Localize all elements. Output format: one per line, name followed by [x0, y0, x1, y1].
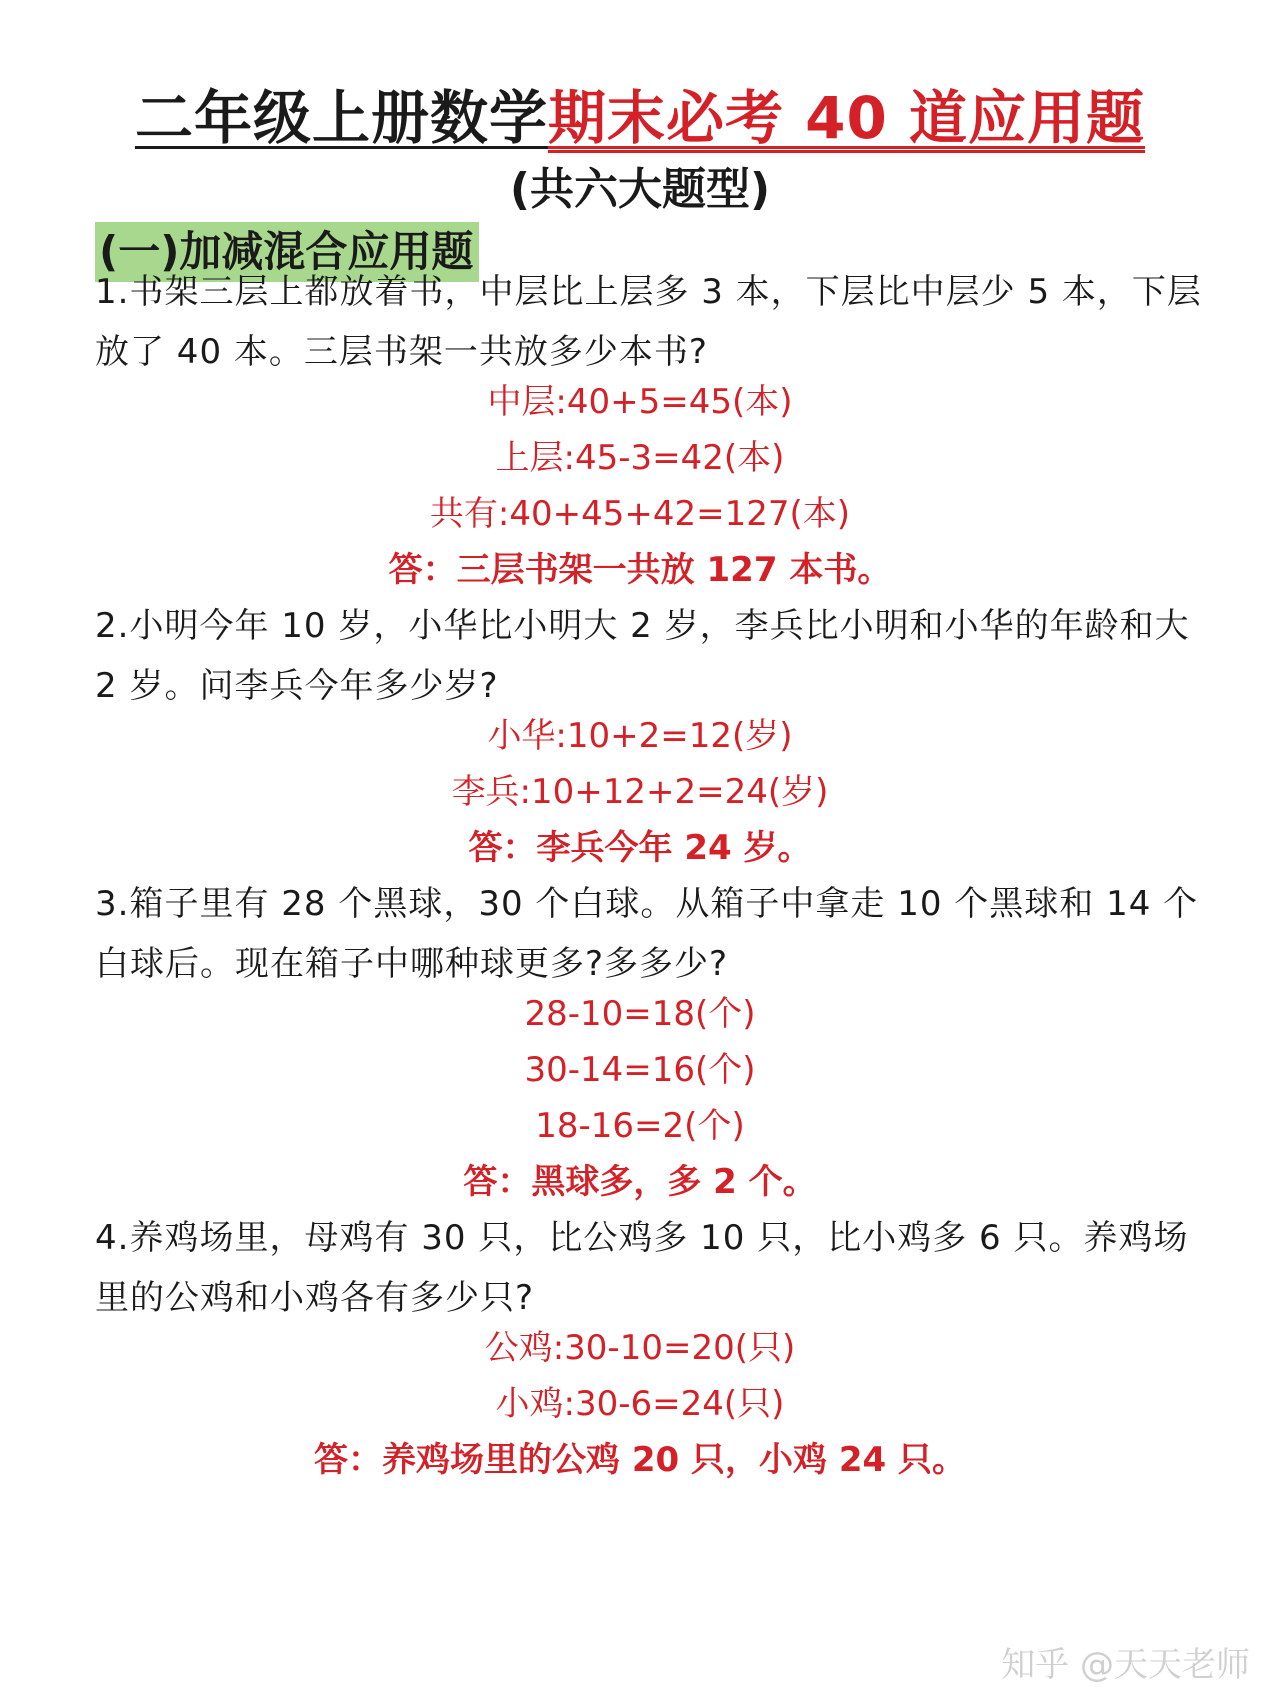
- problem-3-answer: 答：黑球多，多 2 个。: [463, 1162, 817, 1202]
- page-title: [0, 78, 1280, 158]
- watermark: 知乎 @天天老师: [1001, 1645, 1250, 1685]
- problem-1-question: 1.书架三层上都放着书，中层比上层多 3 本，下层比中层少 5 本，下层放了 40 本。三层书架一共放多少本书?: [95, 272, 1202, 372]
- problem-4-answer: 答：养鸡场里的公鸡 20 只，小鸡 24 只。: [314, 1440, 966, 1480]
- problem-2-answer: 答：李兵今年 24 岁。: [468, 828, 812, 868]
- problem-2-step-1: 小华:10+2=12(岁): [487, 716, 793, 756]
- problem-3-question: 3.箱子里有 28 个黑球，30 个白球。从箱子中拿走 10 个黑球和 14 个白球后。现在箱子中哪种球更多?多多少?: [95, 884, 1199, 984]
- problem-1-step-2: 上层:45-3=42(本): [495, 438, 785, 478]
- problem-2-step-2: 李兵:10+12+2=24(岁): [451, 772, 829, 812]
- problem-3-step-2: 30-14=16(个): [524, 1050, 756, 1090]
- problem-1-step-1: 中层:40+5=45(本): [487, 382, 793, 422]
- problem-3-step-1: 28-10=18(个): [524, 994, 756, 1034]
- page-subtitle: (共六大题型): [509, 164, 771, 215]
- problem-4-step-1: 公鸡:30-10=20(只): [484, 1328, 796, 1368]
- problem-3-step-3: 18-16=2(个): [535, 1106, 745, 1146]
- title-black-part: 二年级上册数学: [134, 84, 548, 152]
- problem-4-step-2: 小鸡:30-6=24(只): [495, 1384, 785, 1424]
- problem-4-question: 4.养鸡场里，母鸡有 30 只，比公鸡多 10 只，比小鸡多 6 只。养鸡场里的公鸡和小鸡各有多少只?: [95, 1218, 1189, 1318]
- problem-1-answer: 答：三层书架一共放 127 本书。: [388, 550, 892, 590]
- problem-1-step-3: 共有:40+45+42=127(本): [429, 494, 851, 534]
- problem-2-question: 2.小明今年 10 岁，小华比小明大 2 岁，李兵比小明和小华的年龄和大 2 岁。问李兵今年多少岁?: [95, 606, 1190, 706]
- title-red-part: 期末必考 40 道应用题: [547, 84, 1146, 152]
- section-heading: (一)加减混合应用题: [95, 222, 479, 282]
